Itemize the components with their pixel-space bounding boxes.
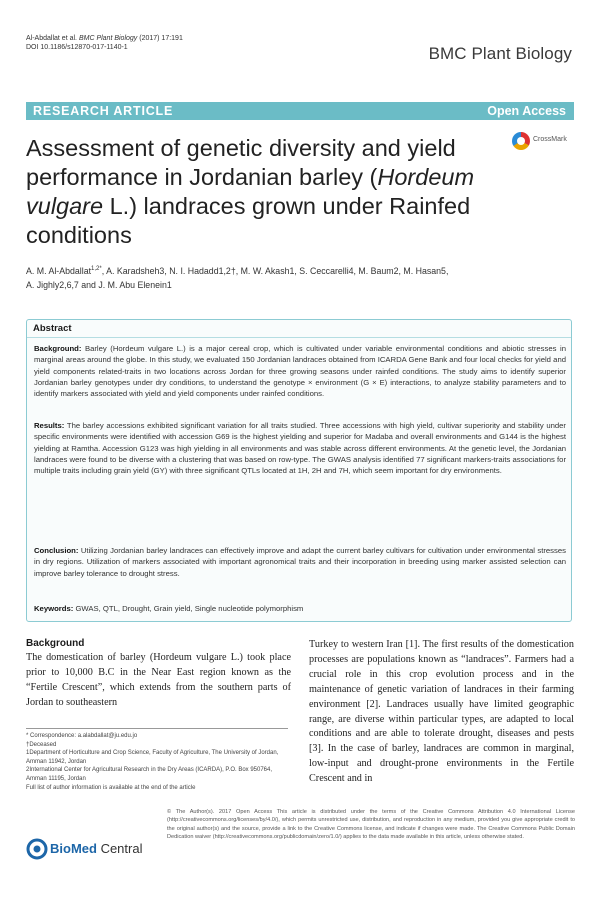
citation-authors: Al-Abdallat et al. [26, 35, 77, 42]
doi-link[interactable]: DOI 10.1186/s12870-017-1140-1 [26, 44, 128, 51]
abstract-results-label: Results: [34, 421, 65, 430]
abstract-box [26, 319, 572, 622]
abstract-background-text: Barley (Hordeum vulgare L.) is a major cereal crop, which is cultivated under variable environmental conditions and abiotic stresses in marginal areas around the globe. In this study, we evaluated 150 Jordanian landraces obtained from ICARDA Gene Bank and four local checks for yield and yield components related-traits in two locations across Jordan for three growing seasons under rainfed conditions. The study aims to identify superior Jordanian barley genotypes under dry conditions, to understand the genotype × environment (G × E) interactions, to analyze stability parameters and to identify markers associated with yield and yield components under rainfed conditions. [34, 344, 566, 399]
author-first-sup: 1,2* [91, 266, 102, 272]
author-rest: , A. Karadsheh3, N. I. Hadadd1,2†, M. W. Akash1, S. Ceccarelli4, M. Baum2, M. Hasan5, [101, 265, 449, 276]
keywords-text: GWAS, QTL, Drought, Grain yield, Single nucleotide polymorphism [73, 604, 304, 613]
logo-bio: BioMed [50, 841, 97, 856]
footnote-divider [26, 728, 288, 729]
author-first[interactable]: A. M. Al-Abdallat [26, 265, 92, 276]
affiliation-2: 2International Center for Agricultural Research in the Dry Areas (ICARDA), P.O. Box 950764, Amman 11195, Jordan [26, 767, 273, 782]
biomed-central-icon [26, 838, 48, 860]
correspondence-note[interactable]: * Correspondence: a.alabdallat@ju.edu.jo [26, 733, 138, 739]
footnotes [26, 732, 290, 792]
biomed-central-logo[interactable] [26, 838, 156, 860]
abstract-background [34, 343, 566, 399]
abstract-header [27, 320, 571, 338]
keywords-label: Keywords: [34, 604, 74, 613]
logo-central: Central [96, 841, 143, 856]
journal-name: BMC Plant Biology [428, 44, 572, 63]
article-title [26, 134, 506, 250]
citation-year: (2017) 17:191 [139, 35, 183, 42]
title-species: Hordeum vulgare [26, 164, 475, 219]
deceased-note: †Deceased [26, 741, 57, 748]
body-column-left: The domestication of barley (Hordeum vulgare L.) took place prior to 10,000 B.C in the Near East region known as the “Fertile Crescent”, which extends from the southern parts of Jordan to southeastern [26, 652, 291, 708]
article-type-band [26, 102, 574, 120]
section-heading-background: Background [26, 638, 85, 649]
abstract-results [34, 420, 566, 476]
abstract-background-label: Background: [34, 344, 82, 353]
title-part: Assessment of genetic diversity and yield performance in Jordanian barley ( [26, 135, 456, 190]
affiliation-1: 1Department of Horticulture and Crop Science, Faculty of Agriculture, The University of Jordan, Amman 11942, Jordan [26, 750, 279, 765]
article-type-label: RESEARCH ARTICLE [33, 104, 174, 118]
abstract-conclusion-text: Utilizing Jordanian barley landraces can effectively improve and adapt the current barley cultivars for cultivation under environmental stresses in dry regions. Utilization of markers associated with important agronomical traits and their incorporation in breeding using marker assisted selection can improve barley tolerance to drought stress. [34, 546, 566, 578]
crossmark-label: CrossMark [533, 136, 567, 143]
crossmark-icon [512, 132, 530, 150]
crossmark-badge[interactable] [512, 132, 576, 152]
license-text: © The Author(s). 2017 Open Access This article is distributed under the terms of the Creative Commons Attribution 4.0 International License (http://creativecommons.org/licenses/by/4.0/), which permits unrestricted use, distribution, and reproduction in any medium, provided you give appropriate credit to the original author(s) and the source, provide a link to the Creative Commons license, and indicate if changes were made. The Creative Commons Public Domain Dedication waiver (http://creativecommons.org/publicdomain/zero/1.0/) applies to the data made available in this article, unless otherwise stated. [167, 809, 575, 841]
author-line2: A. Jighly2,6,7 and J. M. Abu Elenein1 [26, 280, 172, 291]
full-list-note: Full list of author information is available at the end of the article [26, 784, 196, 791]
open-access-label: Open Access [487, 104, 566, 118]
abstract-conclusion-label: Conclusion: [34, 546, 79, 555]
biomed-central-wordmark [50, 841, 142, 856]
author-list [26, 262, 566, 293]
title-part: L.) landraces grown under Rainfed conditions [26, 193, 471, 248]
abstract-heading: Abstract [33, 323, 72, 334]
citation-line [26, 34, 183, 52]
abstract-results-text: The barley accessions exhibited significant variation for all traits studied. Three accessions with high yield, cultivar superiority and stability under specific environments were identified with accession G69 is the highest yielding and superior for Madaba and overall environments and G144 is the highest yielding at Ramtha. Accession G123 was high yielding in all environments and was stable across different environments. At the genetic level, the Jordanian landraces were found to be diverse with a clustering that was based on row-type. The GWAS analysis identified 77 significant markers-traits associations for multiple traits including grain yield (GY) with three significant QTLs located at 1H, 2H and 7H, which seem important for dry environments. [34, 421, 566, 476]
body-column-right: Turkey to western Iran [1]. The first results of the domestication processes are populations known as “landraces”. Farmers had a crucial role in this crop evolution process and in the maintenance of genetic variation of landraces in their farming environment [2]. Landraces usually have limited geographic range, are diverse within particular types, are adapted to local conditions and are able to tolerate drought, diseases and pests [3]. In the case of barley, landraces are common in marginal, low-input and drought-prone environments in the Fertile Crescent and in [309, 639, 574, 785]
citation-journal: BMC Plant Biology [78, 35, 138, 42]
abstract-keywords [34, 603, 566, 614]
abstract-conclusion [34, 545, 566, 579]
